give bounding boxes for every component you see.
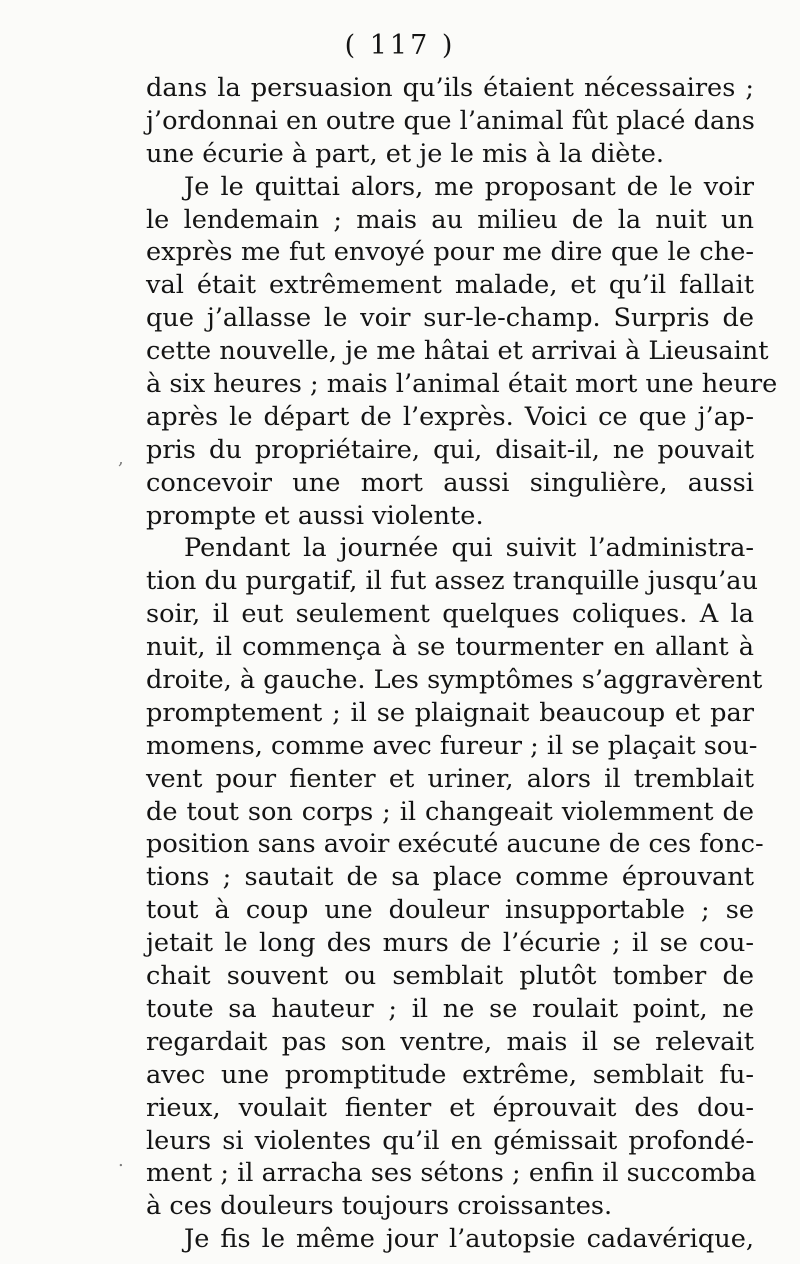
text-line: droite, à gauche. Les symptômes s’aggravèrent [146, 665, 763, 696]
paragraph-start-line: Je fis le même jour l’autopsie cadavérique, [184, 1224, 754, 1255]
text-line: vent pour fienter et uriner, alors il tremblait [146, 763, 754, 794]
margin-mark: , [118, 448, 124, 469]
text-line: pris du propriétaire, qui, disait-il, ne pouvait [146, 434, 754, 465]
text-line: j’ordonnai en outre que l’animal fût placé dans [146, 105, 755, 136]
text-line: tout à coup une douleur insupportable ; se [146, 895, 754, 926]
text-line: le lendemain ; mais au milieu de la nuit un [146, 204, 754, 235]
text-line: prompte et aussi violente. [146, 500, 484, 531]
text-line: regardait pas son ventre, mais il se relevait [146, 1026, 754, 1057]
text-line: promptement ; il se plaignait beaucoup et par [146, 697, 754, 728]
text-line: après le départ de l’exprès. Voici ce que j’ap- [146, 401, 754, 432]
text-line: momens, comme avec fureur ; il se plaçait sou- [146, 730, 758, 761]
text-line: dans la persuasion qu’ils étaient nécessaires ; [146, 73, 754, 103]
text-line: avec une promptitude extrême, semblait fu- [146, 1059, 754, 1090]
page-number: ( 117 ) [344, 30, 456, 61]
text-line: concevoir une mort aussi singulière, aussi [146, 467, 754, 498]
margin-mark: . [118, 1150, 124, 1171]
text-line: tion du purgatif, il fut assez tranquille jusqu’au [146, 566, 758, 597]
text-line: nuit, il commença à se tourmenter en allant à [146, 632, 754, 663]
text-line: val était extrêmement malade, et qu’il fallait [146, 270, 754, 301]
text-line: une écurie à part, et je le mis à la diète. [146, 138, 664, 169]
text-line: leurs si violentes qu’il en gémissait profondé- [146, 1125, 754, 1156]
text-line: que j’allasse le voir sur-le-champ. Surpris de [146, 303, 754, 334]
text-line: soir, il eut seulement quelques coliques. A la [146, 599, 754, 630]
text-line: cette nouvelle, je me hâtai et arrivai à Lieusaint [146, 336, 769, 367]
text-line: ment ; il arracha ses sétons ; enfin il succomba [146, 1158, 757, 1189]
text-line: de tout son corps ; il changeait violemment de [146, 796, 754, 827]
text-line: à six heures ; mais l’animal était mort une heure [146, 369, 778, 400]
text-line: tions ; sautait de sa place comme éprouvant [146, 862, 754, 893]
body-text [146, 72, 778, 1256]
text-line: toute sa hauteur ; il ne se roulait point, ne [146, 993, 754, 1024]
paragraph-start-line: Je le quittai alors, me proposant de le voir [184, 171, 754, 202]
text-line: à ces douleurs toujours croissantes. [146, 1191, 613, 1222]
text-line: chait souvent ou semblait plutôt tomber de [146, 961, 754, 992]
text-line: exprès me fut envoyé pour me dire que le che- [146, 237, 754, 268]
text-line: jetait le long des murs de l’écurie ; il se cou- [146, 928, 754, 959]
paragraph-start-line: Pendant la journée qui suivit l’administra- [184, 533, 754, 564]
text-line: position sans avoir exécuté aucune de ces fonc- [146, 829, 764, 860]
text-line: rieux, voulait fienter et éprouvait des dou- [146, 1092, 754, 1123]
